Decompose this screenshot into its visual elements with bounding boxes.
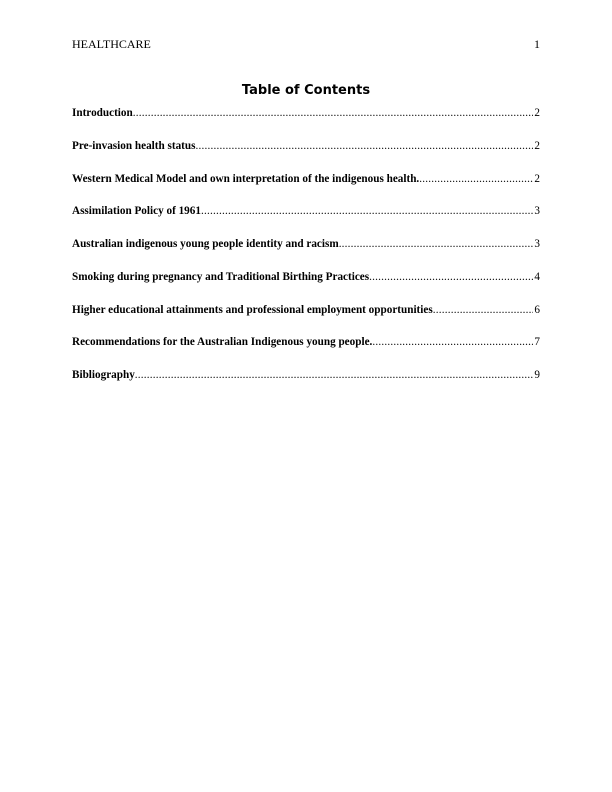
- toc-entry-title: Bibliography: [72, 369, 135, 381]
- toc-entry-introduction[interactable]: [72, 105, 540, 121]
- toc-entry-title: Australian indigenous young people identity and racism: [72, 238, 339, 250]
- toc-dot-leader: [133, 105, 534, 121]
- toc-entry-smoking-during-pregnancy[interactable]: [72, 269, 540, 285]
- toc-entry-western-medical-model[interactable]: [72, 171, 540, 187]
- toc-entry-higher-education[interactable]: [72, 302, 540, 318]
- toc-entry-page: 6: [534, 303, 540, 316]
- running-head: HEALTHCARE: [72, 37, 151, 51]
- toc-entry-recommendations[interactable]: [72, 334, 540, 350]
- toc-entry-pre-invasion-health-status[interactable]: [72, 138, 540, 154]
- toc-entry-page: 2: [534, 172, 540, 185]
- toc-entry-identity-and-racism[interactable]: [72, 236, 540, 252]
- page-header: [72, 36, 540, 52]
- toc-entry-title: Pre-invasion health status: [72, 139, 196, 152]
- toc-dot-leader: [201, 203, 533, 219]
- toc-entry-title: Recommendations for the Australian Indigenous young people.: [72, 336, 373, 349]
- toc-entry-page: 4: [534, 270, 540, 283]
- toc-entry-page: 7: [534, 336, 540, 349]
- toc-dot-leader: [135, 367, 534, 383]
- toc-dot-leader: [372, 334, 533, 350]
- toc-list: [72, 105, 540, 400]
- toc-dot-leader: [369, 269, 533, 285]
- toc-entry-page: 9: [534, 369, 540, 381]
- toc-entry-title: Assimilation Policy of 1961: [72, 205, 201, 218]
- toc-entry-title: Smoking during pregnancy and Traditional Birthing Practices: [72, 270, 370, 283]
- toc-entry-assimilation-policy[interactable]: [72, 203, 540, 219]
- page-number: 1: [534, 37, 540, 51]
- toc-dot-leader: [433, 302, 534, 318]
- toc-entry-bibliography[interactable]: [72, 367, 540, 383]
- toc-entry-page: 3: [534, 205, 540, 218]
- toc-entry-title: Western Medical Model and own interpretation of the indigenous health.: [72, 172, 420, 185]
- toc-entry-page: 3: [534, 238, 540, 250]
- toc-entry-page: 2: [534, 107, 540, 119]
- toc-dot-leader: [196, 138, 534, 154]
- toc-dot-leader: [419, 171, 533, 187]
- toc-dot-leader: [339, 236, 534, 252]
- toc-entry-page: 2: [534, 139, 540, 152]
- toc-entry-title: Higher educational attainments and professional employment opportunities: [72, 303, 433, 316]
- toc-entry-title: Introduction: [72, 107, 133, 119]
- toc-heading: Table of Contents: [241, 83, 371, 98]
